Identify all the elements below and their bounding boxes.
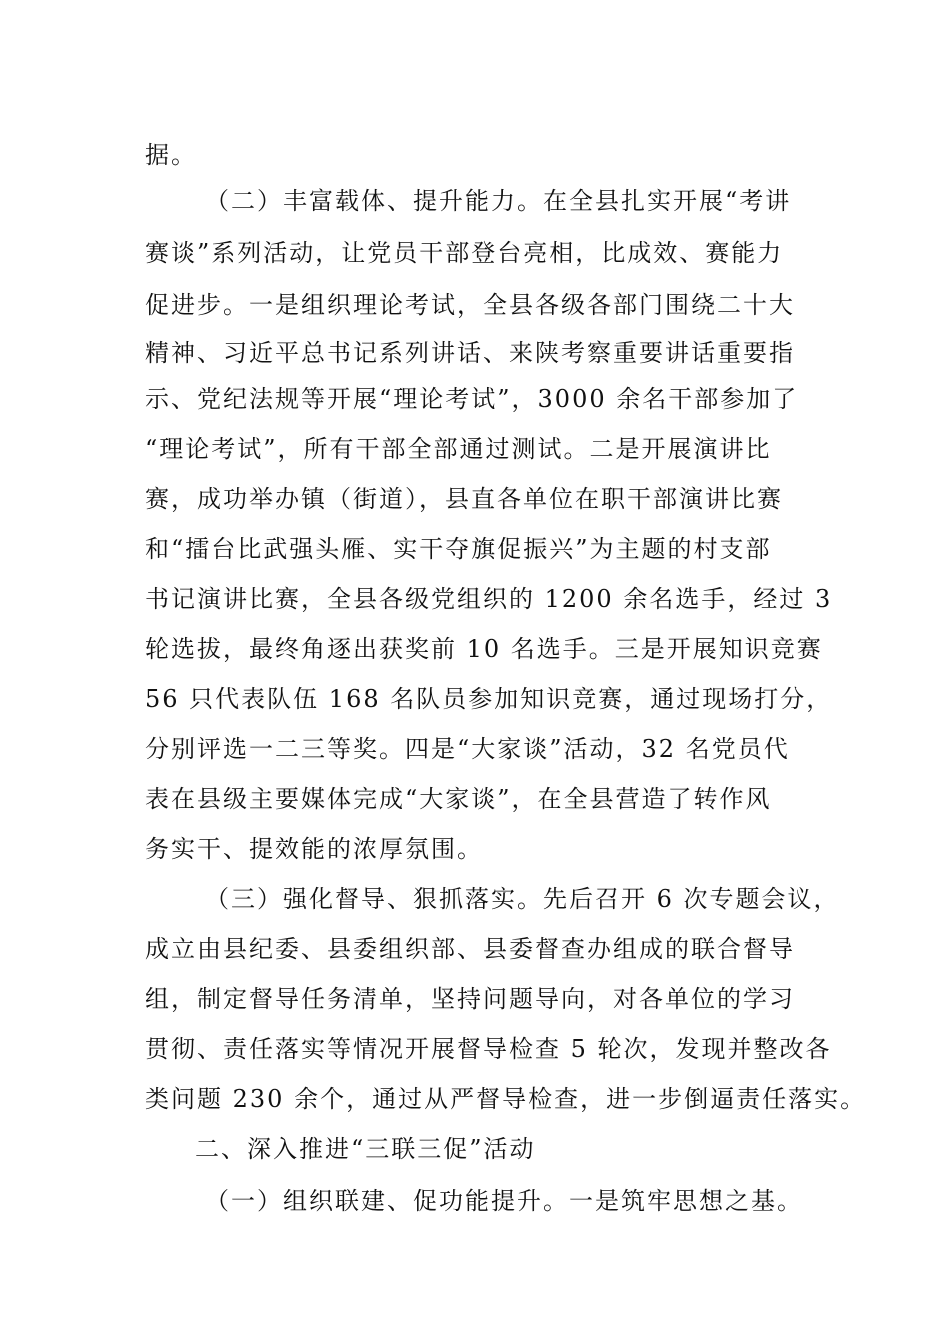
text-line: 和“擂台比武强头雁、实干夺旗促振兴”为主题的村支部: [145, 535, 772, 563]
text-line: 成立由县纪委、县委组织部、县委督查办组成的联合督导: [145, 935, 795, 963]
text-line: 组，制定督导任务清单，坚持问题导向，对各单位的学习: [145, 985, 795, 1013]
text-line: 56 只代表队伍 168 名队员参加知识竞赛，通过现场打分，: [145, 685, 833, 713]
text-line: （三）强化督导、狠抓落实。先后召开 6 次专题会议，: [205, 885, 840, 913]
text-line: 轮选拔，最终角逐出获奖前 10 名选手。三是开展知识竞赛: [145, 635, 823, 663]
text-line: 据。: [145, 141, 197, 169]
text-line: 促进步。一是组织理论考试，全县各级各部门围绕二十大: [145, 291, 795, 319]
text-line: 务实干、提效能的浓厚氛围。: [145, 835, 483, 863]
section-heading: 二、深入推进“三联三促”活动: [195, 1135, 536, 1163]
text-line: 贯彻、责任落实等情况开展督导检查 5 轮次，发现并整改各: [145, 1035, 832, 1063]
text-line: 书记演讲比赛，全县各级党组织的 1200 余名选手，经过 3: [145, 585, 833, 613]
text-line: 类问题 230 余个，通过从严督导检查，进一步倒逼责任落实。: [145, 1085, 867, 1113]
text-line: 示、党纪法规等开展“理论考试”，3000 余名干部参加了: [145, 385, 799, 413]
text-line: “理论考试”，所有干部全部通过测试。二是开展演讲比: [145, 435, 772, 463]
text-line: 精神、习近平总书记系列讲话、来陕考察重要讲话重要指: [145, 339, 795, 367]
text-line: 赛谈”系列活动，让党员干部登台亮相，比成效、赛能力: [145, 239, 784, 267]
text-line: 表在县级主要媒体完成“大家谈”，在全县营造了转作风: [145, 785, 772, 813]
text-line: 分别评选一二三等奖。四是“大家谈”活动，32 名党员代: [145, 735, 790, 763]
text-line: 赛，成功举办镇（街道），县直各单位在职干部演讲比赛: [145, 485, 783, 513]
text-line: （二）丰富载体、提升能力。在全县扎实开展“考讲: [205, 187, 792, 215]
text-line: （一）组织联建、促功能提升。一是筑牢思想之基。: [205, 1187, 803, 1215]
